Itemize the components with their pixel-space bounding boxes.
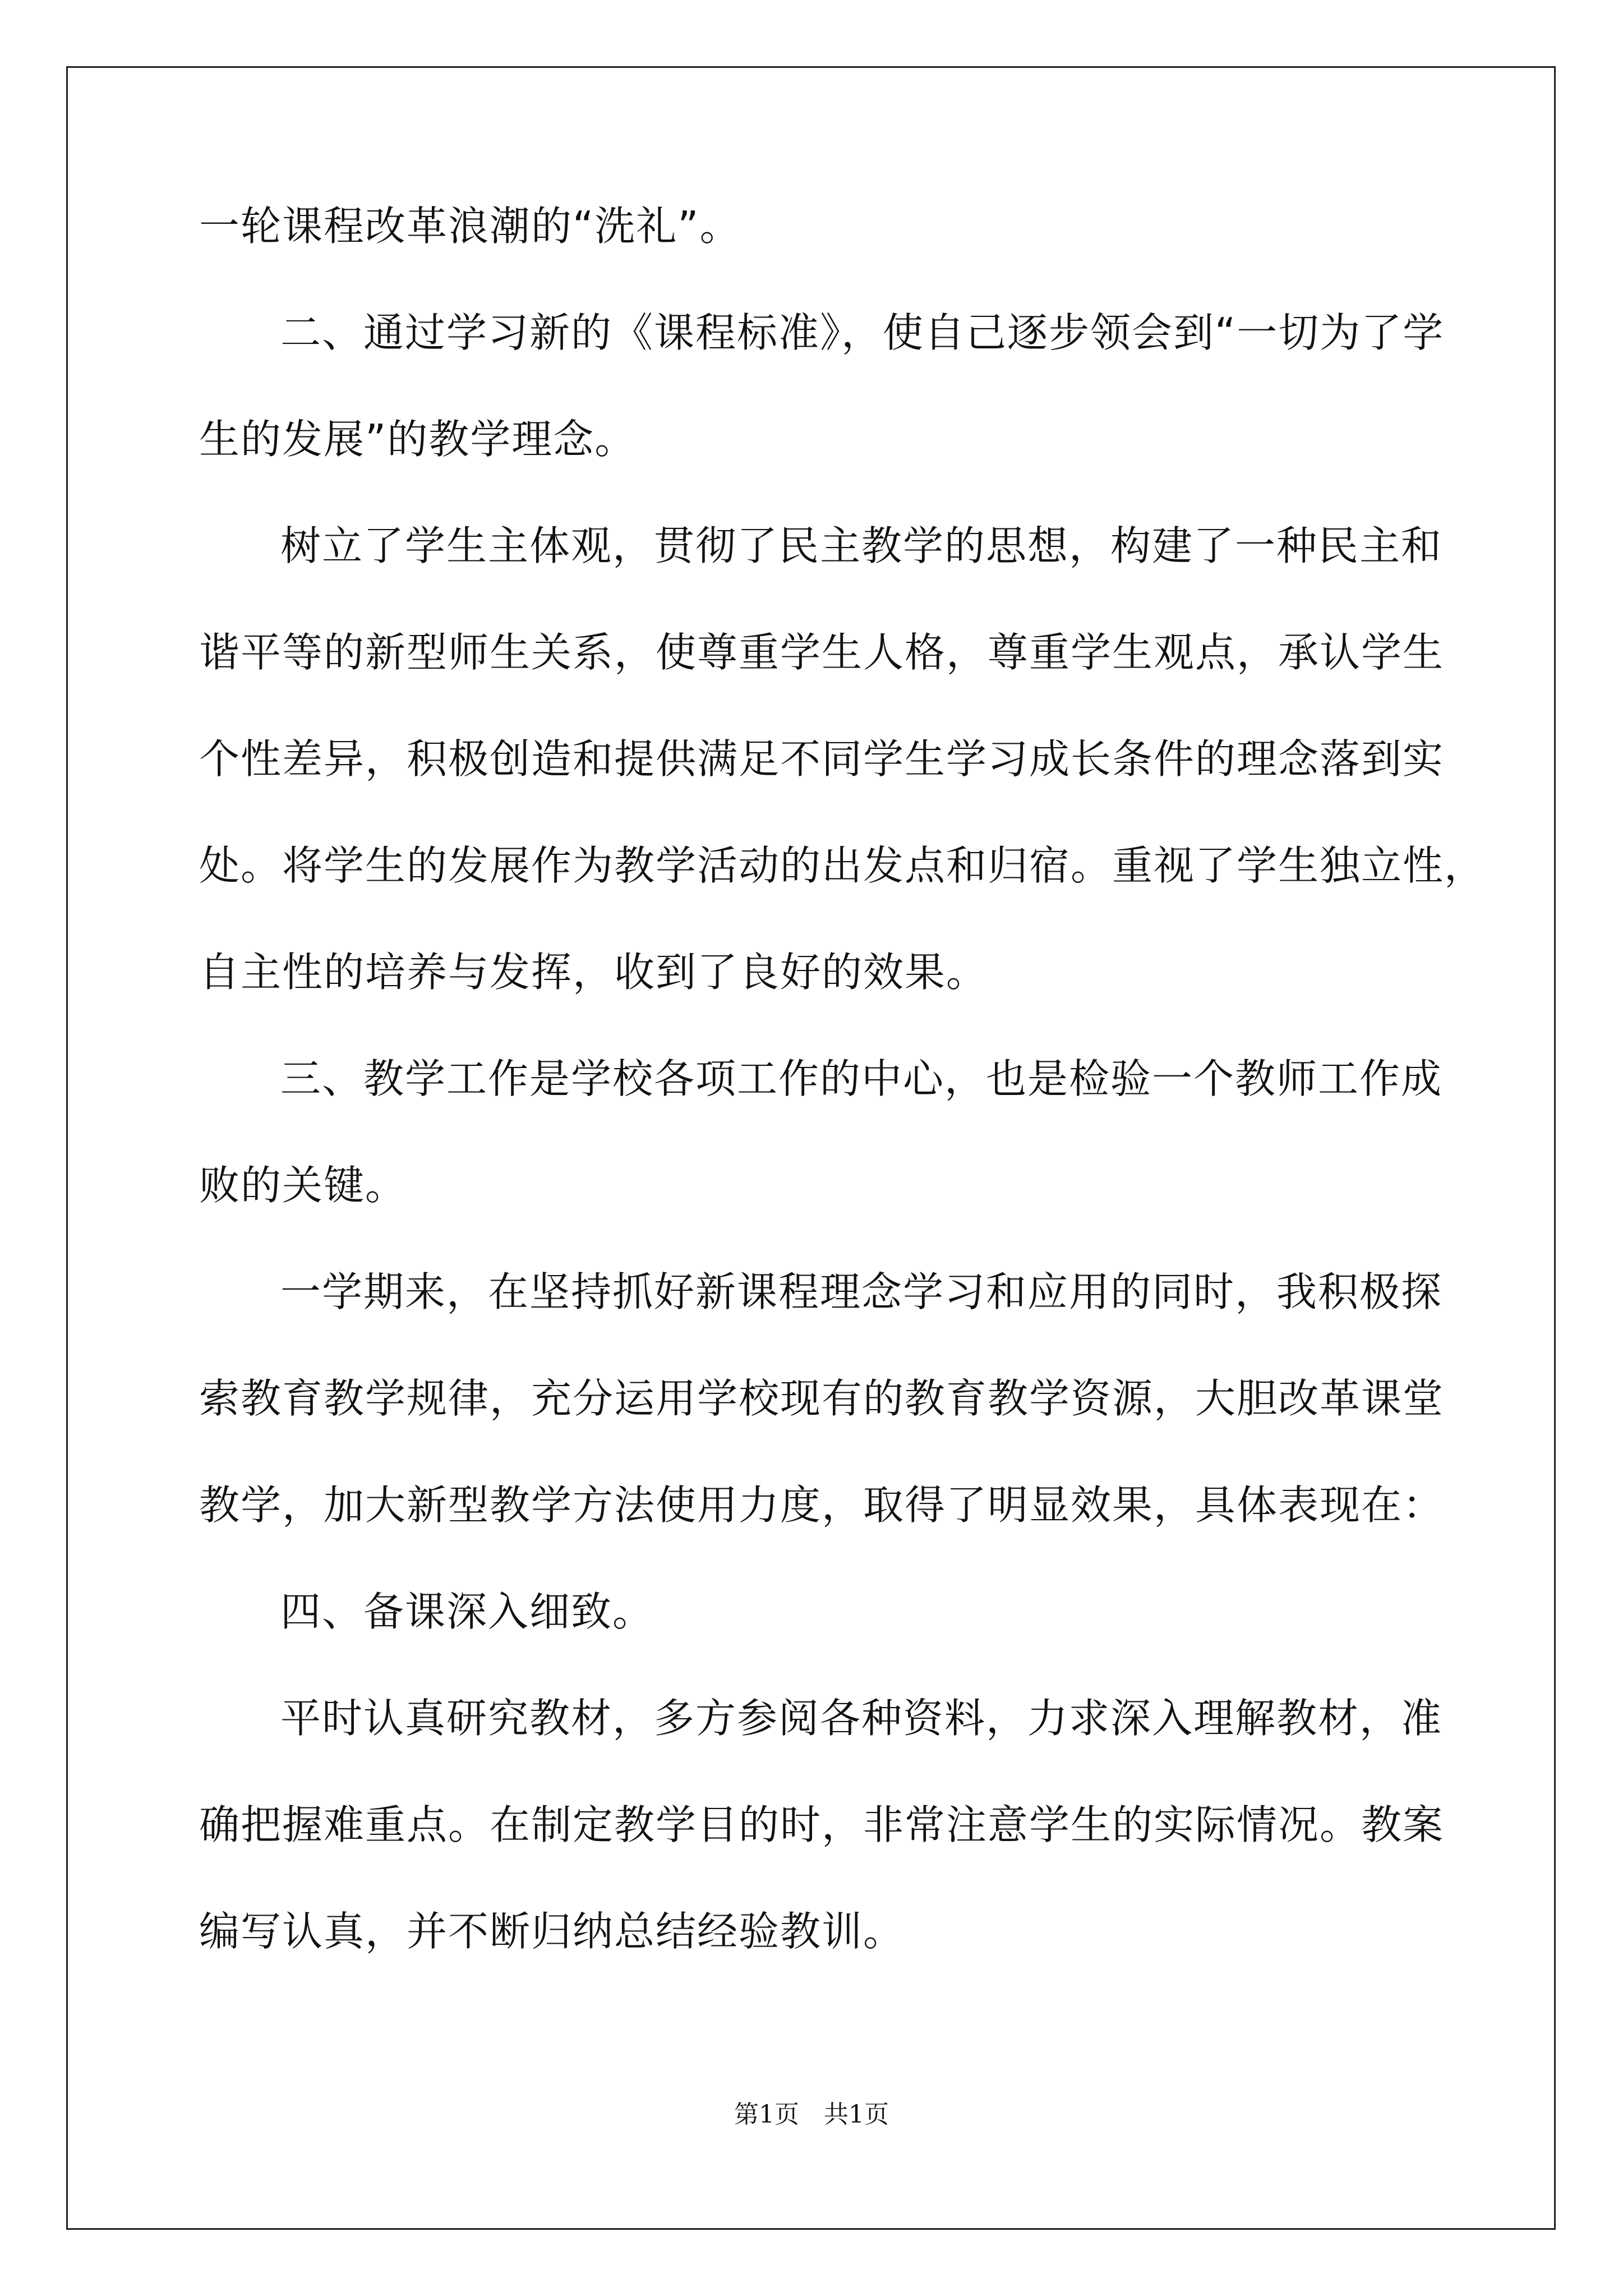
text-line: 确把握难重点。在制定教学目的时，非常注意学生的实际情况。教案	[199, 1801, 1445, 1848]
page-border	[66, 66, 1556, 2230]
text-line: 败的关键。	[199, 1162, 407, 1209]
text-line: 教学，加大新型教学方法使用力度，取得了明显效果，具体表现在：	[199, 1481, 1445, 1529]
text-line: 四、备课深入细致。	[280, 1588, 654, 1635]
text-line: 谐平等的新型师生关系，使尊重学生人格，尊重学生观点，承认学生	[199, 629, 1445, 676]
text-line: 自主性的培养与发挥，收到了良好的效果。	[199, 949, 988, 996]
text-line: 处。将学生的发展作为教学活动的出发点和归宿。重视了学生独立性，	[199, 842, 1486, 889]
text-line: 平时认真研究教材，多方参阅各种资料，力求深入理解教材，准	[280, 1695, 1443, 1742]
text-line: 索教育教学规律，充分运用学校现有的教育教学资源，大胆改革课堂	[199, 1375, 1445, 1422]
text-line: 生的发展”的教学理念。	[199, 416, 637, 463]
text-line: 一学期来，在坚持抓好新课程理念学习和应用的同时，我积极探	[280, 1268, 1443, 1315]
text-line: 二、通过学习新的《课程标准》，使自己逐步领会到“一切为了学	[280, 309, 1445, 356]
text-line: 树立了学生主体观，贯彻了民主教学的思想，构建了一种民主和	[280, 522, 1443, 569]
text-line: 编写认真，并不断归纳总结经验教训。	[199, 1908, 905, 1955]
text-line: 一轮课程改革浪潮的“洗礼”。	[199, 203, 741, 250]
text-line: 三、教学工作是学校各项工作的中心，也是检验一个教师工作成	[280, 1055, 1443, 1102]
page-footer: 第1页 共1页	[734, 2100, 889, 2129]
text-line: 个性差异，积极创造和提供满足不同学生学习成长条件的理念落到实	[199, 735, 1445, 783]
